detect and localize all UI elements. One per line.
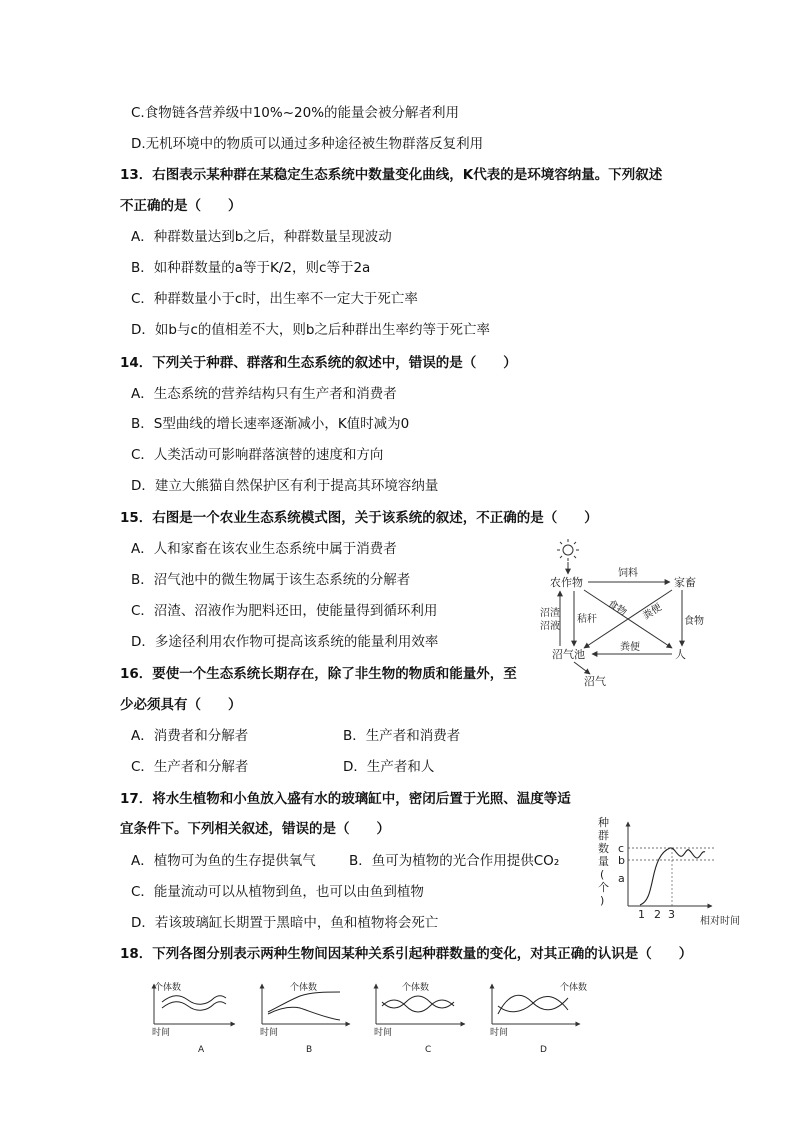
label-manure-diag: 粪便	[641, 602, 664, 623]
q17-option-c: C．能量流动可以从植物到鱼，也可以由鱼到植物	[131, 884, 424, 900]
label-food-side: 食物	[684, 616, 704, 627]
q13-option-a: A．种群数量达到b之后，种群数量呈现波动	[131, 229, 392, 245]
q14-option-a: A．生态系统的营养结构只有生产者和消费者	[131, 386, 397, 402]
graph-b-xlabel: 时间	[260, 1028, 279, 1038]
q17-stem-line1: 17．将水生植物和小鱼放入盛有水的玻璃缸中，密闭后置于光照、温度等适	[120, 791, 571, 807]
q15-stem: 15．右图是一个农业生态系统模式图，关于该系统的叙述，不正确的是（ ）	[120, 510, 598, 526]
q16-stem-line2: 少必须具有（ ）	[120, 697, 242, 713]
q16-option-d: D．生产者和人	[343, 759, 435, 775]
level-b-label: b	[618, 854, 625, 867]
ylabel-char-6: 个	[598, 881, 609, 894]
q18-stem: 18．下列各图分别表示两种生物间因某种关系引起种群数量的变化，对其正确的认识是（ ）	[120, 946, 693, 962]
graph-a	[152, 981, 235, 1055]
label-food-diag: 食物	[605, 598, 629, 619]
q14-option-b: B．S型曲线的增长速率逐渐减小，K值时减为0	[131, 416, 410, 432]
q15-option-c: C．沼渣、沼液作为肥料还田，使能量得到循环利用	[131, 603, 438, 619]
graph-c-xlabel: 时间	[374, 1028, 393, 1038]
q14-stem: 14．下列关于种群、群落和生态系统的叙述中，错误的是（ ）	[120, 355, 517, 371]
ylabel-char-7: )	[600, 894, 605, 907]
graph-d-caption: D	[540, 1045, 547, 1055]
node-livestock: 家畜	[674, 576, 696, 589]
q12-option-c: C.食物链各营养级中10%~20%的能量会被分解者利用	[131, 105, 460, 121]
ylabel-char-2: 群	[598, 829, 609, 842]
agri-ecosystem-diagram	[540, 538, 720, 688]
q13-option-b: B．如种群数量的a等于K/2，则c等于2a	[131, 260, 371, 276]
q17-stem-line2: 宜条件下。下列相关叙述，错误的是（ ）	[120, 821, 390, 837]
label-feed: 饲料	[618, 568, 638, 579]
xlabel-relative-time: 相对时间	[700, 916, 740, 927]
graph-a-ylabel: 个体数	[154, 983, 182, 993]
node-crop: 农作物	[550, 576, 583, 589]
ylabel-char-1: 种	[598, 816, 609, 829]
q17-option-b: B．鱼可为植物的光合作用提供CO₂	[349, 853, 560, 869]
q16-option-b: B．生产者和消费者	[343, 728, 461, 744]
node-digester: 沼气池	[552, 648, 585, 661]
graph-c-ylabel: 个体数	[402, 983, 430, 993]
tick-3: 3	[668, 908, 675, 921]
label-residue1: 沼渣	[540, 608, 560, 619]
population-curve-figure	[596, 812, 751, 930]
graph-d-ylabel: 个体数	[560, 983, 588, 993]
ylabel-char-4: 量	[598, 855, 609, 868]
q13-option-c: C．种群数量小于c时，出生率不一定大于死亡率	[131, 291, 418, 307]
q12-option-d: D.无机环境中的物质可以通过多种途径被生物群落反复利用	[131, 136, 484, 152]
graph-c-caption: C	[425, 1045, 432, 1055]
q14-option-c: C．人类活动可影响群落演替的速度和方向	[131, 447, 384, 463]
graph-a-xlabel: 时间	[152, 1028, 171, 1038]
q13-stem-line2: 不正确的是（ ）	[120, 198, 242, 214]
tick-2: 2	[654, 908, 661, 921]
graph-c	[374, 981, 465, 1055]
graph-d	[490, 981, 587, 1055]
node-biogas: 沼气	[584, 675, 606, 688]
q14-option-d: D．建立大熊猫自然保护区有利于提高其环境容纳量	[131, 478, 439, 494]
q16-option-a: A．消费者和分解者	[131, 728, 249, 744]
label-manure-bottom: 粪便	[620, 642, 640, 653]
graph-b-ylabel: 个体数	[290, 983, 318, 993]
graph-a-caption: A	[198, 1045, 205, 1055]
ylabel-char-3: 数	[598, 842, 609, 855]
q15-option-d: D．多途径利用农作物可提高该系统的能量利用效率	[131, 634, 439, 650]
interaction-graphs-figure	[140, 980, 620, 1056]
q15-option-a: A．人和家畜在该农业生态系统中属于消费者	[131, 541, 397, 557]
label-straw: 秸秆	[577, 614, 597, 625]
graph-b-caption: B	[306, 1045, 313, 1055]
level-c-label: c	[618, 842, 625, 855]
level-a-label: a	[618, 872, 625, 885]
label-residue2: 沼液	[540, 621, 560, 632]
tick-1: 1	[638, 908, 645, 921]
q17-option-a: A．植物可为鱼的生存提供氧气	[131, 853, 316, 869]
q16-option-c: C．生产者和分解者	[131, 759, 249, 775]
node-human: 人	[675, 648, 686, 661]
q13-option-d: D．如b与c的值相差不大，则b之后种群出生率约等于死亡率	[131, 322, 490, 338]
q17-option-d: D．若该玻璃缸长期置于黑暗中，鱼和植物将会死亡	[131, 915, 439, 931]
graph-b	[260, 981, 350, 1055]
q16-stem-line1: 16．要使一个生态系统长期存在，除了非生物的物质和能量外，至	[120, 666, 517, 682]
q15-option-b: B．沼气池中的微生物属于该生态系统的分解者	[131, 572, 411, 588]
sun-icon	[557, 539, 579, 561]
graph-d-xlabel: 时间	[490, 1028, 509, 1038]
q13-stem-line1: 13．右图表示某种群在某稳定生态系统中数量变化曲线，K代表的是环境容纳量。下列叙述	[120, 167, 663, 183]
ylabel-char-5: (	[600, 868, 605, 881]
